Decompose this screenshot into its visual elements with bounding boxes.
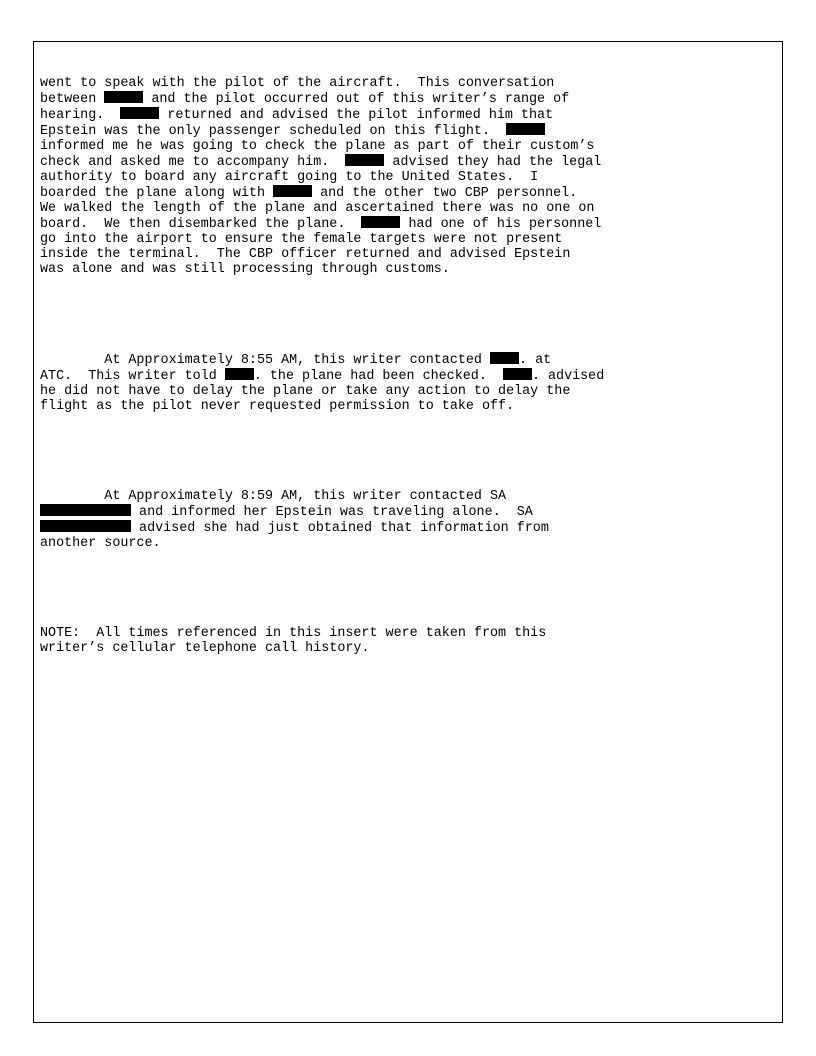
text-line: he did not have to delay the plane or take any action to delay the: [40, 384, 571, 399]
text-line: and the pilot occurred out of this writer’s range of: [143, 92, 570, 107]
note-paragraph: [40, 626, 776, 656]
paragraph-gap: [40, 307, 776, 322]
paragraph-gap: [40, 444, 776, 459]
redaction-box: [40, 520, 131, 532]
text-line: check and asked me to accompany him.: [40, 155, 346, 170]
text-line: ATC. This writer told: [40, 369, 225, 384]
text-line: At Approximately 8:55 AM, this writer contacted: [40, 353, 490, 368]
text-line: informed me he was going to check the plane as part of their custom’s: [40, 139, 595, 154]
paragraph-atc-contact: [40, 352, 776, 414]
text-line: authority to board any aircraft going to the United States. I: [40, 170, 539, 185]
text-line: advised they had the legal: [384, 155, 602, 170]
redaction-box: [490, 352, 519, 364]
document-body: [40, 46, 776, 671]
redaction-box: [273, 185, 312, 197]
text-line: had one of his personnel: [400, 217, 602, 232]
text-line: writer’s cellular telephone call history.: [40, 641, 370, 656]
text-line: went to speak with the pilot of the aircraft. This conversation: [40, 76, 555, 91]
redaction-box: [104, 91, 143, 103]
text-line: advised she had just obtained that information from: [131, 521, 549, 536]
text-line: At Approximately 8:59 AM, this writer contacted SA: [40, 489, 507, 504]
text-line: go into the airport to ensure the female targets were not present: [40, 232, 563, 247]
text-line: was alone and was still processing through customs.: [40, 262, 450, 277]
text-line: returned and advised the pilot informed him that: [159, 108, 554, 123]
redaction-box: [40, 504, 131, 516]
redaction-box: [345, 154, 384, 166]
text-line: hearing.: [40, 108, 121, 123]
redaction-box: [225, 368, 254, 380]
text-line: inside the terminal. The CBP officer returned and advised Epstein: [40, 247, 571, 262]
paragraph-boarding: [40, 76, 776, 277]
text-line: flight as the pilot never requested permission to take off.: [40, 399, 515, 414]
text-line: NOTE: All times referenced in this insert were taken from this: [40, 626, 547, 641]
text-line: and the other two CBP personnel.: [312, 186, 578, 201]
text-line: . the plane had been checked.: [253, 369, 503, 384]
text-line: We walked the length of the plane and ascertained there was no one on: [40, 201, 595, 216]
text-line: boarded the plane along with: [40, 186, 274, 201]
text-line: board. We then disembarked the plane.: [40, 217, 362, 232]
text-line: another source.: [40, 536, 161, 551]
redaction-box: [120, 107, 159, 119]
paragraph-gap: [40, 581, 776, 596]
redaction-box: [506, 123, 545, 135]
text-line: . advised: [531, 369, 605, 384]
text-line: . at: [519, 353, 552, 368]
paragraph-sa-contact: [40, 489, 776, 551]
text-line: and informed her Epstein was traveling alone. SA: [131, 505, 533, 520]
redaction-box: [503, 368, 532, 380]
redaction-box: [361, 216, 400, 228]
text-line: between: [40, 92, 105, 107]
text-line: Epstein was the only passenger scheduled on this flight.: [40, 124, 507, 139]
